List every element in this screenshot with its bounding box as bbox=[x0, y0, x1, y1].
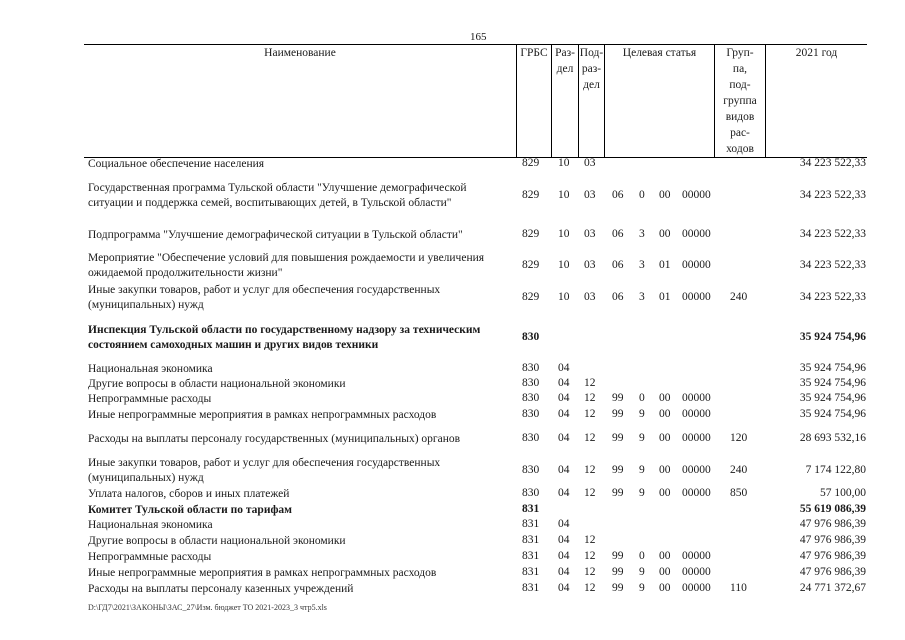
row-razdel: 04 bbox=[558, 582, 570, 594]
row-razdel: 10 bbox=[558, 157, 570, 169]
row-razdel: 04 bbox=[558, 566, 570, 578]
row-name: Мероприятие "Обеспечение условий для повышения рождаемости и увеличения ожидаемой продолжительности жизни" bbox=[88, 252, 485, 279]
row-target-4: 00000 bbox=[682, 228, 711, 240]
row-target-4: 00000 bbox=[682, 464, 711, 476]
row-grbs: 831 bbox=[522, 518, 540, 530]
row-grbs: 830 bbox=[522, 408, 540, 420]
row-grbs: 831 bbox=[522, 550, 540, 562]
row-name: Подпрограмма "Улучшение демографической ситуации в Тульской области" bbox=[88, 229, 463, 241]
row-target-2: 9 bbox=[639, 582, 645, 594]
row-grbs: 831 bbox=[522, 534, 540, 546]
row-target-4: 00000 bbox=[682, 259, 711, 271]
row-target-3: 00 bbox=[659, 550, 671, 562]
row-podrazdel: 03 bbox=[584, 291, 596, 303]
row-target-3: 00 bbox=[659, 464, 671, 476]
row-amount: 35 924 754,96 bbox=[799, 408, 866, 420]
row-amount: 35 924 754,96 bbox=[799, 377, 866, 389]
row-target-3: 00 bbox=[659, 408, 671, 420]
row-target-2: 9 bbox=[639, 566, 645, 578]
row-podrazdel: 12 bbox=[584, 550, 596, 562]
row-amount: 57 100,00 bbox=[820, 487, 866, 499]
row-target-3: 00 bbox=[659, 566, 671, 578]
table-header bbox=[84, 44, 867, 158]
row-name: Иные закупки товаров, работ и услуг для обеспечения государственных (муниципальных) нужд bbox=[88, 284, 441, 311]
row-razdel: 04 bbox=[558, 408, 570, 420]
row-podrazdel: 12 bbox=[584, 464, 596, 476]
row-amount: 35 924 754,96 bbox=[799, 362, 866, 374]
header-razdel: Раз- дел bbox=[555, 47, 575, 75]
row-name: Другие вопросы в области национальной экономики bbox=[88, 535, 346, 547]
row-expense-group: 110 bbox=[730, 582, 747, 594]
row-target-4: 00000 bbox=[682, 566, 711, 578]
row-target-2: 3 bbox=[639, 291, 645, 303]
row-razdel: 04 bbox=[558, 518, 570, 530]
row-razdel: 04 bbox=[558, 392, 570, 404]
row-podrazdel: 12 bbox=[584, 534, 596, 546]
row-amount: 34 223 522,33 bbox=[799, 291, 866, 303]
row-name: Уплата налогов, сборов и иных платежей bbox=[88, 488, 290, 500]
row-target-3: 00 bbox=[659, 487, 671, 499]
row-razdel: 10 bbox=[558, 259, 570, 271]
row-amount: 35 924 754,96 bbox=[799, 392, 866, 404]
row-grbs: 829 bbox=[522, 157, 540, 169]
row-target-1: 06 bbox=[612, 228, 624, 240]
row-amount: 34 223 522,33 bbox=[799, 157, 866, 169]
row-podrazdel: 12 bbox=[584, 432, 596, 444]
row-razdel: 10 bbox=[558, 291, 570, 303]
row-podrazdel: 12 bbox=[584, 487, 596, 499]
row-target-3: 00 bbox=[659, 432, 671, 444]
row-grbs: 830 bbox=[522, 432, 540, 444]
header-grbs: ГРБС bbox=[520, 47, 548, 59]
row-razdel: 04 bbox=[558, 432, 570, 444]
row-razdel: 04 bbox=[558, 464, 570, 476]
row-target-1: 99 bbox=[612, 432, 624, 444]
row-target-2: 9 bbox=[639, 432, 645, 444]
row-amount: 24 771 372,67 bbox=[799, 582, 866, 594]
row-amount: 47 976 986,39 bbox=[799, 566, 866, 578]
row-target-4: 00000 bbox=[682, 291, 711, 303]
row-amount: 34 223 522,33 bbox=[799, 259, 866, 271]
row-target-2: 9 bbox=[639, 408, 645, 420]
row-expense-group: 850 bbox=[730, 487, 748, 499]
row-target-4: 00000 bbox=[682, 582, 711, 594]
row-grbs: 830 bbox=[522, 392, 540, 404]
row-amount: 47 976 986,39 bbox=[799, 518, 866, 530]
header-expense-group: Груп- па, под- группа видов рас- ходов bbox=[723, 47, 757, 155]
row-target-1: 06 bbox=[612, 259, 624, 271]
row-razdel: 04 bbox=[558, 534, 570, 546]
row-target-3: 00 bbox=[659, 392, 671, 404]
row-podrazdel: 03 bbox=[584, 157, 596, 169]
row-target-4: 00000 bbox=[682, 550, 711, 562]
row-amount: 47 976 986,39 bbox=[799, 550, 866, 562]
row-target-1: 99 bbox=[612, 408, 624, 420]
header-podrazdel: Под- раз- дел bbox=[579, 47, 604, 91]
row-name: Государственная программа Тульской области "Улучшение демографической ситуации и поддержка семей, воспитывающих детей, в Тульской области" bbox=[88, 182, 467, 209]
row-grbs: 830 bbox=[522, 464, 540, 476]
row-grbs: 829 bbox=[522, 228, 540, 240]
row-razdel: 04 bbox=[558, 487, 570, 499]
row-target-2: 0 bbox=[639, 189, 645, 201]
row-amount: 35 924 754,96 bbox=[799, 331, 866, 343]
row-target-4: 00000 bbox=[682, 189, 711, 201]
row-podrazdel: 03 bbox=[584, 189, 596, 201]
row-target-4: 00000 bbox=[682, 487, 711, 499]
row-name: Иные непрограммные мероприятия в рамках непрограммных расходов bbox=[88, 567, 437, 579]
row-grbs: 830 bbox=[522, 377, 540, 389]
row-name: Непрограммные расходы bbox=[88, 393, 212, 405]
row-razdel: 10 bbox=[558, 189, 570, 201]
row-grbs: 831 bbox=[522, 566, 540, 578]
row-podrazdel: 12 bbox=[584, 582, 596, 594]
row-razdel: 04 bbox=[558, 377, 570, 389]
row-expense-group: 240 bbox=[730, 464, 748, 476]
row-target-1: 99 bbox=[612, 582, 624, 594]
row-razdel: 10 bbox=[558, 228, 570, 240]
row-target-2: 0 bbox=[639, 392, 645, 404]
row-target-1: 99 bbox=[612, 487, 624, 499]
row-name: Иные непрограммные мероприятия в рамках непрограммных расходов bbox=[88, 409, 437, 421]
row-name: Расходы на выплаты персоналу государственных (муниципальных) органов bbox=[88, 433, 461, 445]
row-target-2: 3 bbox=[639, 228, 645, 240]
page-number: 165 bbox=[470, 31, 487, 43]
row-podrazdel: 12 bbox=[584, 566, 596, 578]
row-amount: 7 174 122,80 bbox=[805, 464, 866, 476]
row-grbs: 829 bbox=[522, 189, 540, 201]
row-podrazdel: 12 bbox=[584, 392, 596, 404]
row-grbs: 831 bbox=[522, 582, 540, 594]
header-name: Наименование bbox=[264, 47, 336, 59]
row-grbs: 830 bbox=[522, 487, 540, 499]
row-name: Национальная экономика bbox=[88, 363, 213, 375]
row-name: Национальная экономика bbox=[88, 519, 213, 531]
row-name: Иные закупки товаров, работ и услуг для обеспечения государственных (муниципальных) нужд bbox=[88, 457, 441, 484]
row-razdel: 04 bbox=[558, 362, 570, 374]
row-podrazdel: 03 bbox=[584, 259, 596, 271]
row-target-1: 06 bbox=[612, 291, 624, 303]
row-grbs: 829 bbox=[522, 259, 540, 271]
header-year-2021: 2021 год bbox=[795, 47, 838, 59]
row-razdel: 04 bbox=[558, 550, 570, 562]
file-path-footer: D:\ГД7\2021\ЗАКОНЫ\ЗАС_27\Изм. бюджет ТО 2021-2023_3 чтр5.xls bbox=[88, 603, 327, 612]
row-name: Комитет Тульской области по тарифам bbox=[88, 504, 292, 516]
row-target-2: 0 bbox=[639, 550, 645, 562]
row-target-1: 99 bbox=[612, 464, 624, 476]
row-expense-group: 240 bbox=[730, 291, 748, 303]
row-target-3: 00 bbox=[659, 582, 671, 594]
row-target-3: 01 bbox=[659, 259, 671, 271]
row-target-1: 06 bbox=[612, 189, 624, 201]
row-amount: 47 976 986,39 bbox=[799, 534, 866, 546]
row-name: Социальное обеспечение населения bbox=[88, 158, 265, 170]
row-grbs: 830 bbox=[522, 362, 540, 374]
row-target-3: 00 bbox=[659, 228, 671, 240]
row-grbs: 831 bbox=[522, 503, 540, 515]
row-target-3: 00 bbox=[659, 189, 671, 201]
row-podrazdel: 03 bbox=[584, 228, 596, 240]
row-amount: 34 223 522,33 bbox=[799, 228, 866, 240]
row-target-1: 99 bbox=[612, 566, 624, 578]
header-target-article: Целевая статья bbox=[622, 47, 697, 59]
row-target-2: 3 bbox=[639, 259, 645, 271]
row-target-4: 00000 bbox=[682, 408, 711, 420]
row-target-1: 99 bbox=[612, 550, 624, 562]
row-target-2: 9 bbox=[639, 464, 645, 476]
row-grbs: 830 bbox=[522, 331, 540, 343]
row-podrazdel: 12 bbox=[584, 377, 596, 389]
row-name: Расходы на выплаты персоналу казенных учреждений bbox=[88, 583, 354, 595]
row-amount: 34 223 522,33 bbox=[799, 189, 866, 201]
row-amount: 55 619 086,39 bbox=[799, 503, 866, 515]
row-amount: 28 693 532,16 bbox=[799, 432, 866, 444]
row-name: Другие вопросы в области национальной экономики bbox=[88, 378, 346, 390]
row-target-3: 01 bbox=[659, 291, 671, 303]
row-name: Непрограммные расходы bbox=[88, 551, 212, 563]
row-target-1: 99 bbox=[612, 392, 624, 404]
row-name: Инспекция Тульской области по государственному надзору за техническим состоянием самоходных машин и других видов техники bbox=[88, 324, 481, 351]
row-target-4: 00000 bbox=[682, 432, 711, 444]
row-target-4: 00000 bbox=[682, 392, 711, 404]
row-grbs: 829 bbox=[522, 291, 540, 303]
row-podrazdel: 12 bbox=[584, 408, 596, 420]
row-target-2: 9 bbox=[639, 487, 645, 499]
row-expense-group: 120 bbox=[730, 432, 748, 444]
